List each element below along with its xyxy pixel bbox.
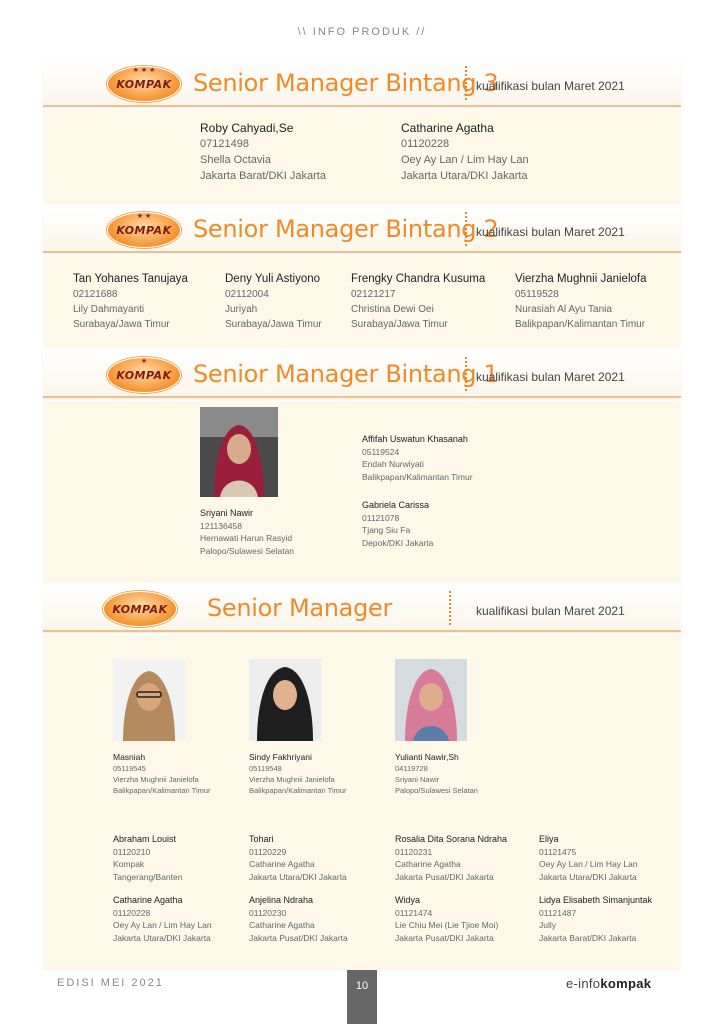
member-id: 01121474 <box>395 907 433 918</box>
member-name: Lidya Elisabeth Simanjuntak <box>539 895 653 905</box>
star-icon: ★ <box>140 358 148 365</box>
member-city: Balikpapan/Kalimantan Timur <box>249 786 347 795</box>
brand-bold: kompak <box>600 976 652 991</box>
member-photo <box>395 659 467 741</box>
section-panel-senior-manager <box>43 635 681 970</box>
member-sponsor: Vierzha Mughnii Janielofa <box>249 775 335 784</box>
member-sponsor: Oey Ay Lan / Lim Hay Lan <box>401 154 529 166</box>
brand-prefix: e-info <box>566 976 601 991</box>
star-icon: ★ ★ <box>136 213 152 220</box>
member-city: Palopo/Sulawesi Selatan <box>200 545 295 556</box>
member-id: 02121217 <box>351 289 396 300</box>
section-banner-senior-manager <box>43 585 681 632</box>
member-card <box>113 833 182 883</box>
member-name: Vierzha Mughnii Janielofa <box>515 273 647 285</box>
member-id: 01120228 <box>113 907 151 918</box>
member-photo-image <box>200 407 278 497</box>
member-photo <box>200 407 278 497</box>
member-card <box>362 499 433 549</box>
member-city: Depok/DKI Jakarta <box>362 537 434 548</box>
member-city: Balikpapan/Kalimantan Timur <box>515 319 646 330</box>
member-name: Affifah Uswatun Khasanah <box>362 434 468 444</box>
member-name: Gabriela Carissa <box>362 500 430 510</box>
divider <box>449 591 451 625</box>
logo-text: KOMPAK <box>116 77 172 91</box>
member-id: 05119545 <box>113 764 146 773</box>
member-card <box>200 121 326 184</box>
member-city: Balikpapan/Kalimantan Timur <box>113 786 211 795</box>
member-city: Jakarta Pusat/DKI Jakarta <box>249 932 348 943</box>
member-card <box>200 507 294 557</box>
member-id: 05119548 <box>249 764 282 773</box>
member-id: 01121487 <box>539 907 577 918</box>
member-sponsor: Vierzha Mughnii Janielofa <box>113 775 199 784</box>
member-name: Widya <box>395 895 421 905</box>
member-sponsor: Jully <box>539 920 557 930</box>
member-card <box>401 121 529 184</box>
member-id: 05119524 <box>362 446 400 457</box>
member-sponsor: Catharine Agatha <box>395 859 461 869</box>
logo-text: KOMPAK <box>116 223 172 237</box>
member-city: Jakarta Utara/DKI Jakarta <box>113 932 211 943</box>
member-sponsor: Shella Octavia <box>200 154 271 166</box>
member-sponsor: Christina Dewi Oei <box>351 304 434 315</box>
member-card <box>351 272 485 332</box>
member-name: Abraham Louist <box>113 834 177 844</box>
member-city: Jakarta Pusat/DKI Jakarta <box>395 871 494 882</box>
member-id: 05119528 <box>515 289 559 300</box>
member-photo <box>113 659 185 741</box>
star-icon: ★ ★ ★ <box>132 67 156 74</box>
qualification-text: kualifikasi bulan Maret 2021 <box>476 370 625 384</box>
member-card <box>73 272 188 332</box>
section-panel-bintang-2 <box>43 256 681 348</box>
member-city: Surabaya/Jawa Timur <box>351 319 448 330</box>
member-sponsor: Hernawati Harun Rasyid <box>200 533 293 543</box>
logo-text: KOMPAK <box>112 602 168 616</box>
member-city: Tangerang/Banten <box>113 871 183 882</box>
member-sponsor: Juriyah <box>225 304 258 315</box>
section-title: Senior Manager <box>207 594 393 622</box>
member-name: Tohari <box>249 834 274 844</box>
brand-footer <box>566 976 651 991</box>
section-title: Senior Manager Bintang 1 <box>193 360 499 388</box>
member-name: Roby Cahyadi,Se <box>200 121 294 135</box>
member-city: Jakarta Pusat/DKI Jakarta <box>395 932 494 943</box>
member-name: Frengky Chandra Kusuma <box>351 273 486 285</box>
member-name: Eliya <box>539 834 559 844</box>
qualification-text: kualifikasi bulan Maret 2021 <box>476 79 625 93</box>
member-city: Surabaya/Jawa Timur <box>73 319 170 330</box>
member-id: 01120229 <box>249 846 287 857</box>
member-card <box>539 894 652 944</box>
section-banner-bintang-1 <box>43 351 681 398</box>
member-sponsor: Oey Ay Lan / Lim Hay Lan <box>113 920 212 930</box>
member-sponsor: Sriyani Nawir <box>395 775 440 784</box>
member-card <box>395 752 478 796</box>
divider <box>465 212 467 246</box>
member-id: 01120231 <box>395 846 433 857</box>
member-city: Jakarta Barat/DKI Jakarta <box>539 932 637 943</box>
member-name: Sindy Fakhriyani <box>249 752 312 762</box>
member-sponsor: Lie Chiu Mei (Lie Tjioe Moi) <box>395 920 499 930</box>
qualification-text: kualifikasi bulan Maret 2021 <box>476 225 625 239</box>
kompak-logo <box>103 591 177 627</box>
member-name: Masniah <box>113 752 146 762</box>
divider <box>465 357 467 391</box>
section-panel-bintang-1 <box>43 401 681 583</box>
member-id: 01120230 <box>249 907 287 918</box>
member-card <box>539 833 638 883</box>
member-card <box>113 894 212 944</box>
member-name: Catharine Agatha <box>113 895 183 905</box>
member-id: 07121498 <box>200 138 249 150</box>
member-id: 01121475 <box>539 846 577 857</box>
page-title: \\ INFO PRODUK // <box>297 26 427 38</box>
member-photo-image <box>113 659 185 741</box>
section-title: Senior Manager Bintang 3 <box>193 69 499 97</box>
edition-label: EDISI MEI 2021 <box>57 977 164 989</box>
member-sponsor: Nurasiah Al Ayu Tania <box>515 304 612 315</box>
divider <box>465 66 467 100</box>
member-city: Palopo/Sulawesi Selatan <box>395 786 478 795</box>
kompak-logo <box>107 357 181 393</box>
member-id: 121136458 <box>200 520 242 531</box>
member-card <box>113 752 211 796</box>
member-city: Jakarta Utara/DKI Jakarta <box>539 871 637 882</box>
member-photo <box>249 659 321 741</box>
member-card <box>249 833 347 883</box>
member-card <box>395 894 498 944</box>
kompak-logo <box>107 66 181 102</box>
member-name: Anjelina Ndraha <box>249 895 314 905</box>
member-name: Sriyani Nawir <box>200 508 254 518</box>
member-id: 01120228 <box>401 138 450 150</box>
member-sponsor: Catharine Agatha <box>249 859 315 869</box>
member-city: Jakarta Barat/DKI Jakarta <box>200 170 326 182</box>
member-id: 02121688 <box>73 289 118 300</box>
member-card <box>362 433 473 483</box>
member-card <box>225 272 322 332</box>
logo-text: KOMPAK <box>116 368 172 382</box>
member-sponsor: Oey Ay Lan / Lim Hay Lan <box>539 859 638 869</box>
member-sponsor: Catharine Agatha <box>249 920 315 930</box>
member-sponsor: Tjang Siu Fa <box>362 525 411 535</box>
member-photo-image <box>395 659 467 741</box>
member-name: Tan Yohanes Tanujaya <box>73 273 188 285</box>
member-city: Jakarta Utara/DKI Jakarta <box>249 871 347 882</box>
kompak-logo <box>107 212 181 248</box>
member-id: 04119728 <box>395 764 428 773</box>
section-banner-bintang-2 <box>43 206 681 253</box>
member-city: Balikpapan/Kalimantan Timur <box>362 471 473 482</box>
member-card <box>249 894 348 944</box>
member-sponsor: Kompak <box>113 859 145 869</box>
member-city: Jakarta Utara/DKI Jakarta <box>401 170 528 182</box>
section-panel-bintang-3 <box>43 110 681 204</box>
member-name: Rosalia Dita Sorana Ndraha <box>395 834 508 844</box>
page-number: 10 <box>347 970 377 1024</box>
member-card <box>395 833 507 883</box>
member-sponsor: Lily Dahmayanti <box>73 304 145 315</box>
qualification-text: kualifikasi bulan Maret 2021 <box>476 604 625 618</box>
member-sponsor: Endah Nurwiyati <box>362 459 424 469</box>
member-photo-image <box>249 659 321 741</box>
member-name: Catharine Agatha <box>401 121 494 135</box>
member-city: Surabaya/Jawa Timur <box>225 319 322 330</box>
member-id: 01121078 <box>362 512 400 523</box>
member-id: 02112004 <box>225 289 269 300</box>
member-card <box>249 752 347 796</box>
member-name: Deny Yuli Astiyono <box>225 273 321 285</box>
section-banner-bintang-3 <box>43 60 681 107</box>
section-title: Senior Manager Bintang 2 <box>193 215 499 243</box>
member-id: 01120210 <box>113 846 151 857</box>
member-name: Yulianti Nawir,Sh <box>395 752 459 762</box>
member-card <box>515 272 646 332</box>
